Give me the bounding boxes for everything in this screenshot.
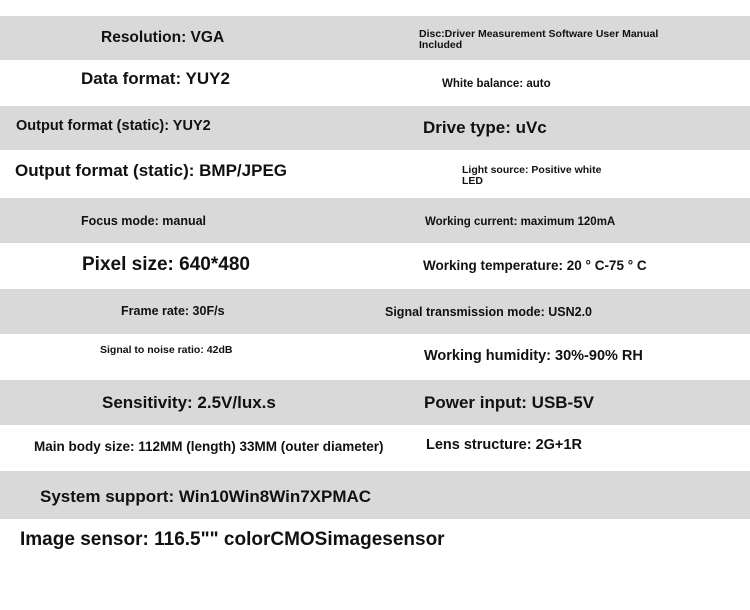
output-format-bmp-jpeg-spec: Output format (static): BMP/JPEG <box>15 161 288 180</box>
light-source-spec: Light source: Positive white LED <box>462 164 602 188</box>
pixel-size-spec: Pixel size: 640*480 <box>82 254 250 275</box>
spec-row-7 <box>0 289 750 334</box>
working-humidity-spec: Working humidity: 30%-90% RH <box>424 348 643 364</box>
output-format-yuy2-spec: Output format (static): YUY2 <box>16 118 211 134</box>
lens-structure-spec: Lens structure: 2G+1R <box>426 437 582 453</box>
frame-rate-spec: Frame rate: 30F/s <box>121 304 225 318</box>
main-body-size-spec: Main body size: 112MM (length) 33MM (outer diameter) <box>34 439 384 454</box>
data-format-spec: Data format: YUY2 <box>81 69 230 88</box>
disc-contents-spec: Disc:Driver Measurement Software User Manual Included <box>419 28 659 52</box>
resolution-spec: Resolution: VGA <box>101 29 225 46</box>
system-support-spec: System support: Win10Win8Win7XPMAC <box>40 487 372 506</box>
image-sensor-spec: Image sensor: 116.5"" colorCMOSimagesensor <box>20 529 445 550</box>
signal-transmission-spec: Signal transmission mode: USN2.0 <box>385 305 592 319</box>
working-current-spec: Working current: maximum 120mA <box>425 216 616 228</box>
power-input-spec: Power input: USB-5V <box>424 393 595 412</box>
signal-to-noise-spec: Signal to noise ratio: 42dB <box>100 344 233 356</box>
working-temperature-spec: Working temperature: 20 ° C-75 ° C <box>423 258 647 273</box>
white-balance-spec: White balance: auto <box>442 78 551 90</box>
focus-mode-spec: Focus mode: manual <box>81 214 207 228</box>
sensitivity-spec: Sensitivity: 2.5V/lux.s <box>102 393 276 412</box>
drive-type-spec: Drive type: uVc <box>423 118 547 137</box>
